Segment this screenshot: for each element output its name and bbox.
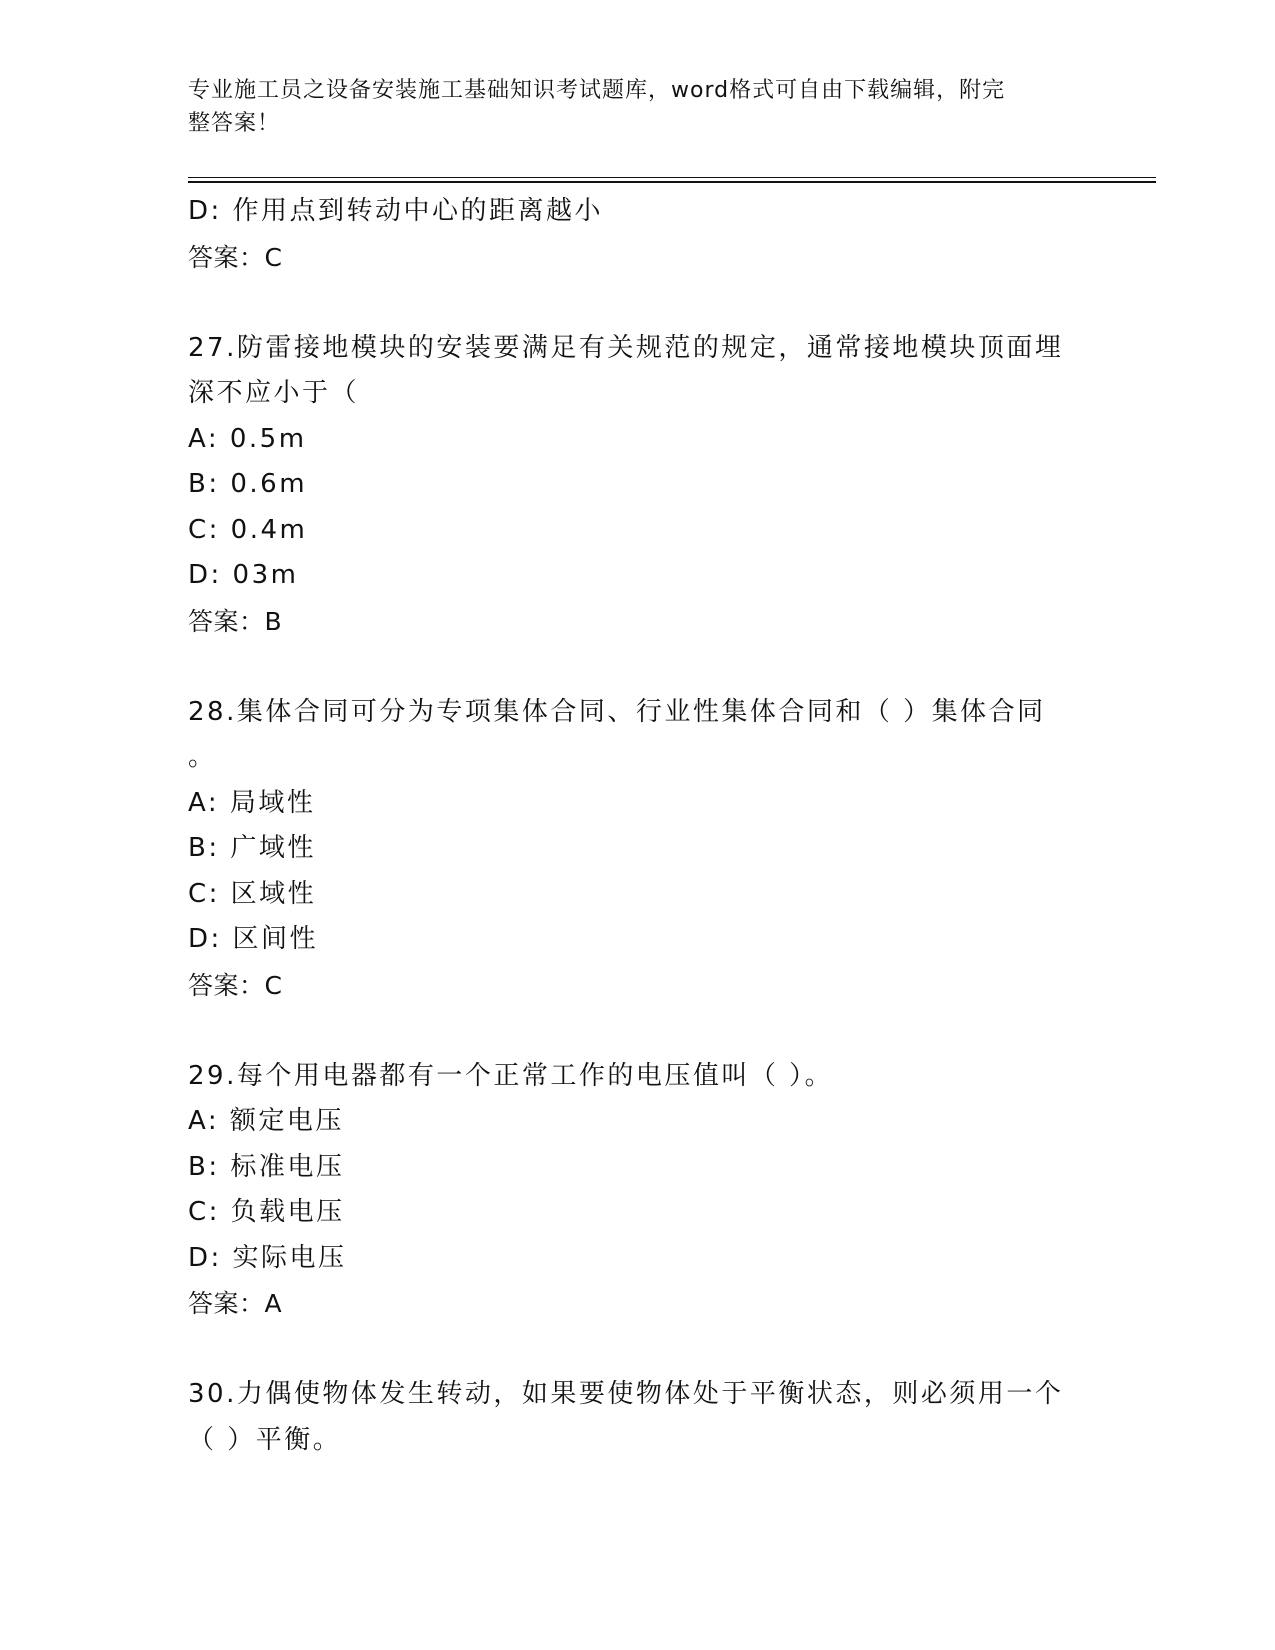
option-b: B: 0.6m [188, 469, 308, 499]
option-c: C: 0.4m [188, 514, 308, 545]
question-gap [188, 644, 1088, 690]
header-divider-thin [188, 177, 1156, 178]
option-b: B: 广域性 [188, 833, 316, 863]
option-a: A: 额定电压 [188, 1106, 344, 1136]
option-d: D: 实际电压 [188, 1242, 347, 1273]
question-29 [188, 1054, 1088, 1327]
option-d: D: 作用点到转动中心的距离越小 [188, 196, 604, 226]
question-text-line: 。 [188, 742, 217, 772]
question-text-line: 深不应小于（ [188, 378, 360, 408]
document-header [188, 74, 1068, 140]
question-28 [188, 690, 1088, 1009]
question-text-line: 30.力偶使物体发生转动，如果要使物体处于平衡状态，则必须用一个 [188, 1379, 1064, 1409]
question-27 [188, 326, 1088, 645]
question-gap [188, 1327, 1088, 1373]
header-line-1: 专业施工员之设备安装施工基础知识考试题库，word格式可自由下载编辑，附完 [188, 78, 1006, 103]
question-30 [188, 1372, 1088, 1463]
question-text-line: 28.集体合同可分为专项集体合同、行业性集体合同和（ ）集体合同 [188, 696, 1046, 727]
answer: 答案：C [188, 242, 283, 272]
option-a: A: 局域性 [188, 787, 316, 818]
option-a: A: 0.5m [188, 423, 307, 454]
option-d: D: 03m [188, 560, 299, 590]
question-gap [188, 280, 1088, 326]
question-text-line: 27.防雷接地模块的安装要满足有关规范的规定，通常接地模块顶面埋 [188, 332, 1064, 363]
header-line-2: 整答案！ [188, 111, 281, 136]
answer: 答案：A [188, 1289, 283, 1318]
question-list [188, 189, 1088, 1463]
option-b: B: 标准电压 [188, 1151, 345, 1182]
option-c: C: 区域性 [188, 878, 317, 909]
header-divider-thick [188, 181, 1156, 183]
answer: 答案：B [188, 606, 283, 636]
option-d: D: 区间性 [188, 924, 319, 954]
question-text-line: （ ）平衡。 [188, 1424, 342, 1455]
question-text-line: 29.每个用电器都有一个正常工作的电压值叫（ ）。 [188, 1060, 834, 1091]
answer: 答案：C [188, 970, 283, 1000]
question-gap [188, 1008, 1088, 1054]
option-c: C: 负载电压 [188, 1197, 345, 1227]
